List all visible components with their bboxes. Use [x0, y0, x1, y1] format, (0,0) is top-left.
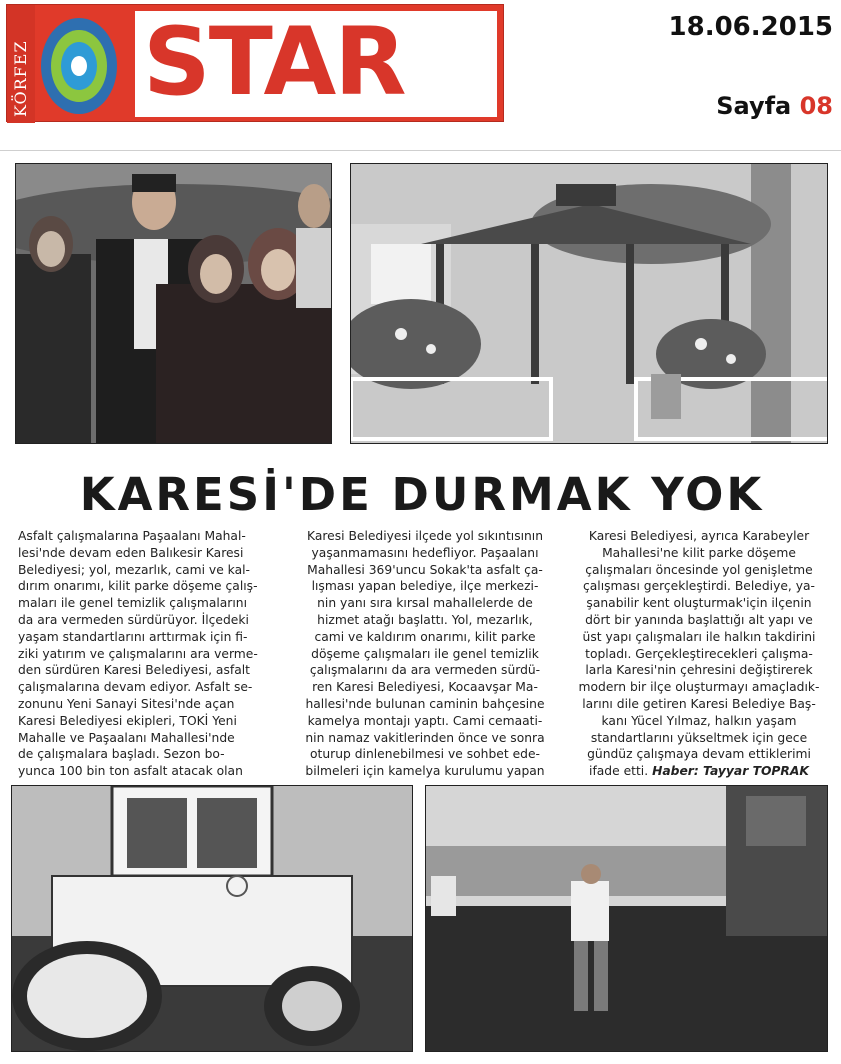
article-line-text: Belediyesi; yol, mezarlık, cami ve kal-	[18, 562, 250, 577]
article-line-text: yaşanmamasını hedefliyor. Paşaalanı	[311, 545, 539, 560]
article-line	[292, 713, 558, 730]
article-line-text: da ara vermeden sürdürüyor. İlçedeki	[18, 612, 249, 627]
article-line-text: oturup dinlenebilmesi ve sohbet ede-	[310, 747, 540, 762]
article-line	[292, 746, 558, 763]
article-line-text: döşeme çalışmaları ile genel temizlik	[311, 646, 539, 661]
page-label: Sayfa	[716, 92, 792, 120]
article-line	[568, 562, 830, 579]
article-line-text: Karesi Belediyesi ilçede yol sıkıntısının	[306, 529, 544, 543]
article-column-1	[18, 528, 280, 780]
article-line	[18, 595, 280, 612]
publication-date: 18.06.2015	[668, 12, 833, 42]
article-line-text: modern bir ilçe oluşturmayı amaçladık-	[578, 680, 820, 695]
korfez-label: KÖRFEZ	[11, 40, 30, 117]
article-line	[292, 595, 558, 612]
article-line	[18, 545, 280, 562]
article-line-text: Mahallesi'ne kilit parke döşeme	[602, 545, 796, 560]
article-line-text: lesi'nde devam eden Balıkesir Karesi	[18, 545, 244, 560]
article-line-text: Karesi Belediyesi ekipleri, TOKİ Yeni	[18, 713, 237, 728]
article-line	[18, 612, 280, 629]
article-line-text: Mahallesi 369'uncu Sokak'ta asfalt ça-	[307, 562, 543, 577]
article-byline: Haber: Tayyar TOPRAK	[652, 764, 809, 779]
article-line-text: hallesi'nde bulunan caminin bahçesine	[305, 696, 545, 711]
article-line-text: cami ve kaldırım onarımı, kilit parke	[314, 629, 536, 644]
article-line-text: Asfalt çalışmalarına Paşaalanı Mahal-	[18, 529, 246, 543]
article-line-text: bilmeleri için kamelya kurulumu yapan	[305, 764, 545, 779]
article-column-3	[568, 528, 830, 780]
article-line	[292, 730, 558, 747]
korfez-strip	[7, 5, 35, 123]
article-line	[568, 629, 830, 646]
article-line-text: dört bir yanında başlattığı alt yapı ve	[585, 612, 813, 627]
egg-logo-icon	[37, 11, 121, 117]
article-line	[568, 730, 830, 747]
article-line	[568, 713, 830, 730]
article-column-2	[292, 528, 558, 780]
photo-asphalt-roller	[11, 785, 413, 1052]
top-divider	[0, 150, 841, 151]
article-line-text: den sürdüren Karesi Belediyesi, asfalt	[18, 663, 250, 678]
article-line	[18, 763, 280, 780]
article-line	[18, 528, 280, 545]
article-line	[292, 696, 558, 713]
article-line	[568, 746, 830, 763]
article-line-text: nin yanı sıra kırsal mahallelerde de	[317, 596, 533, 611]
article-line	[292, 528, 558, 545]
article-line-text: kanı Yücel Yılmaz, halkın yaşam	[601, 713, 797, 728]
article-line	[18, 696, 280, 713]
star-logo-box	[135, 8, 497, 117]
article-line-text: de çalışmalara başladı. Sezon bo-	[18, 747, 225, 762]
photo-officials-with-villagers	[15, 163, 332, 444]
article-line	[18, 629, 280, 646]
article-line-text: zonunu Yeni Sanayi Sitesi'nde açan	[18, 696, 235, 711]
article-line	[18, 646, 280, 663]
photo-asphalt-workers	[425, 785, 828, 1052]
article-line-text: maları ile genel temizlik çalışmalarını	[18, 596, 247, 611]
article-line	[18, 730, 280, 747]
article-line-text: ren Karesi Belediyesi, Kocaavşar Ma-	[312, 680, 538, 695]
article-line-text: topladı. Gerçekleştirecekleri çalışma-	[585, 646, 813, 661]
article-line	[568, 662, 830, 679]
article-line	[568, 612, 830, 629]
article-line-text: standartlarını yükseltmek için gece	[590, 730, 808, 745]
article-line	[292, 545, 558, 562]
article-line	[292, 662, 558, 679]
article-line-text: kamelya montajı yaptı. Cami cemaati-	[307, 713, 543, 728]
page-number-value: 08	[799, 92, 833, 120]
article-line	[568, 528, 830, 545]
article-line-text: yaşam standartlarını arttırmak için fi-	[18, 629, 248, 644]
article-line-text: çalışmalarını da ara vermeden sürdü-	[309, 663, 541, 678]
article-line	[292, 562, 558, 579]
article-line-text: lışması yapan belediye, ilçe merkezi-	[311, 579, 539, 594]
article-line-text: yunca 100 bin ton asfalt atacak olan	[18, 764, 243, 779]
article-line-text: ifade etti.	[589, 764, 649, 779]
article-line-text: nin namaz vakitlerinden önce ve sonra	[305, 730, 545, 745]
article-line	[18, 679, 280, 696]
article-line	[292, 763, 558, 780]
star-logo-text: STAR	[143, 8, 405, 117]
article-line	[568, 595, 830, 612]
article-line-text: dırım onarımı, kilit parke döşeme çalış-	[18, 579, 258, 594]
article-headline: KARESİ'DE DURMAK YOK	[79, 468, 765, 521]
photo-gazebo-garden	[350, 163, 828, 444]
article-line-text: gündüz çalışmaya devam ettiklerimi	[587, 747, 811, 762]
article-line	[292, 612, 558, 629]
article-line	[18, 713, 280, 730]
article-line	[568, 646, 830, 663]
article-line	[18, 746, 280, 763]
article-line	[292, 629, 558, 646]
article-line	[568, 545, 830, 562]
article-line-text: üst yapı çalışmaları ile halkın takdirini	[582, 629, 816, 644]
article-line	[18, 578, 280, 595]
masthead-logo	[6, 4, 504, 122]
article-line	[292, 646, 558, 663]
article-line	[292, 578, 558, 595]
article-line-text: Mahalle ve Paşaalanı Mahallesi'nde	[18, 730, 235, 745]
article-line-text: ziki yatırım ve çalışmalarını ara verme-	[18, 646, 258, 661]
article-line	[18, 562, 280, 579]
article-line-text: hizmet atağı başlattı. Yol, mezarlık,	[317, 612, 533, 627]
article-line	[292, 679, 558, 696]
article-line	[18, 662, 280, 679]
page-number	[716, 92, 833, 120]
article-line-text: Karesi Belediyesi, ayrıca Karabeyler	[588, 529, 810, 543]
article-line-text: çalışmaları öncesinde yol genişletme	[585, 562, 813, 577]
article-line	[568, 763, 830, 780]
article-line-text: çalışması gerçekleştirdi. Belediye, ya-	[582, 579, 815, 594]
article-line-text: larını dile getiren Karesi Belediye Baş-	[582, 696, 816, 711]
article-line	[568, 696, 830, 713]
article-line-text: çalışmalarına devam ediyor. Asfalt se-	[18, 680, 253, 695]
article-line-text: şanabilir kent oluşturmak'için ilçenin	[586, 596, 812, 611]
article-line-text: larla Karesi'nin çehresini değiştirerek	[585, 663, 813, 678]
article-line	[568, 679, 830, 696]
article-line	[568, 578, 830, 595]
